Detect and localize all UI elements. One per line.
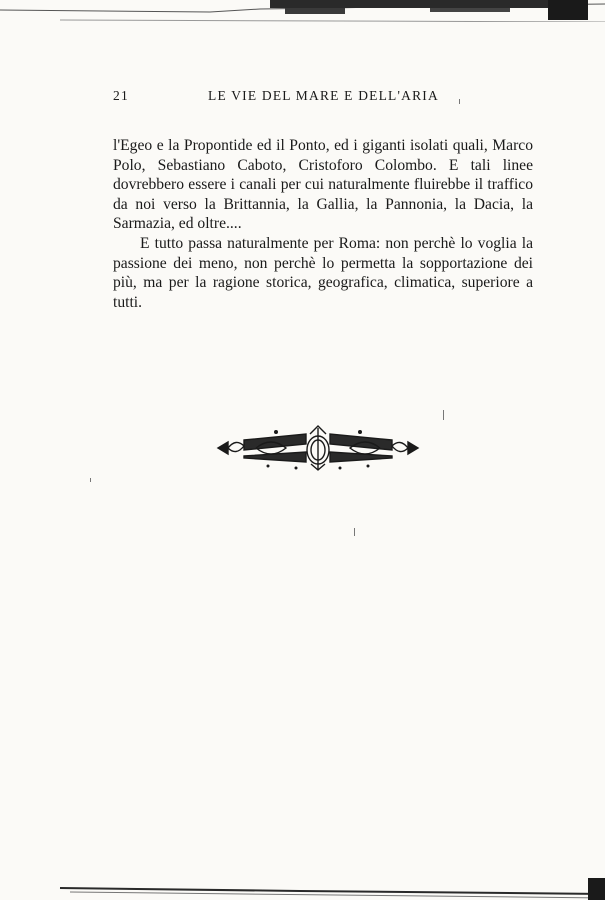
scan-speck: [443, 410, 444, 420]
running-title: LE VIE DEL MARE E DELL'ARIA: [208, 88, 439, 103]
page-number: 21: [113, 88, 129, 103]
scan-speck: [459, 99, 460, 104]
scan-speck: [354, 528, 355, 536]
decorative-fleuron-icon: [216, 424, 420, 472]
body-text: [113, 136, 533, 312]
scan-edge-bottom: [0, 878, 605, 900]
paragraph-1: l'Egeo e la Propontide ed il Ponto, ed i giganti isolati quali, Marco Polo, Sebastiano Caboto, Cristoforo Colombo. E tali linee dovrebbero essere i canali per cui naturalmente fluirebbe il traffico da noi verso la Brittannia, la Gallia, la Pannonia, la Dacia, la Sarmazia, ed oltre....: [113, 137, 533, 233]
scan-edge-top: [0, 0, 605, 22]
running-header: [113, 88, 533, 108]
scan-speck: [90, 478, 91, 482]
paragraph-2: E tutto passa naturalmente per Roma: non perchè lo voglia la passione dei meno, non perchè lo permetta la sopportazione dei più, ma per la ragione storica, geografica, climatica, superiore a tutti.: [113, 234, 533, 311]
